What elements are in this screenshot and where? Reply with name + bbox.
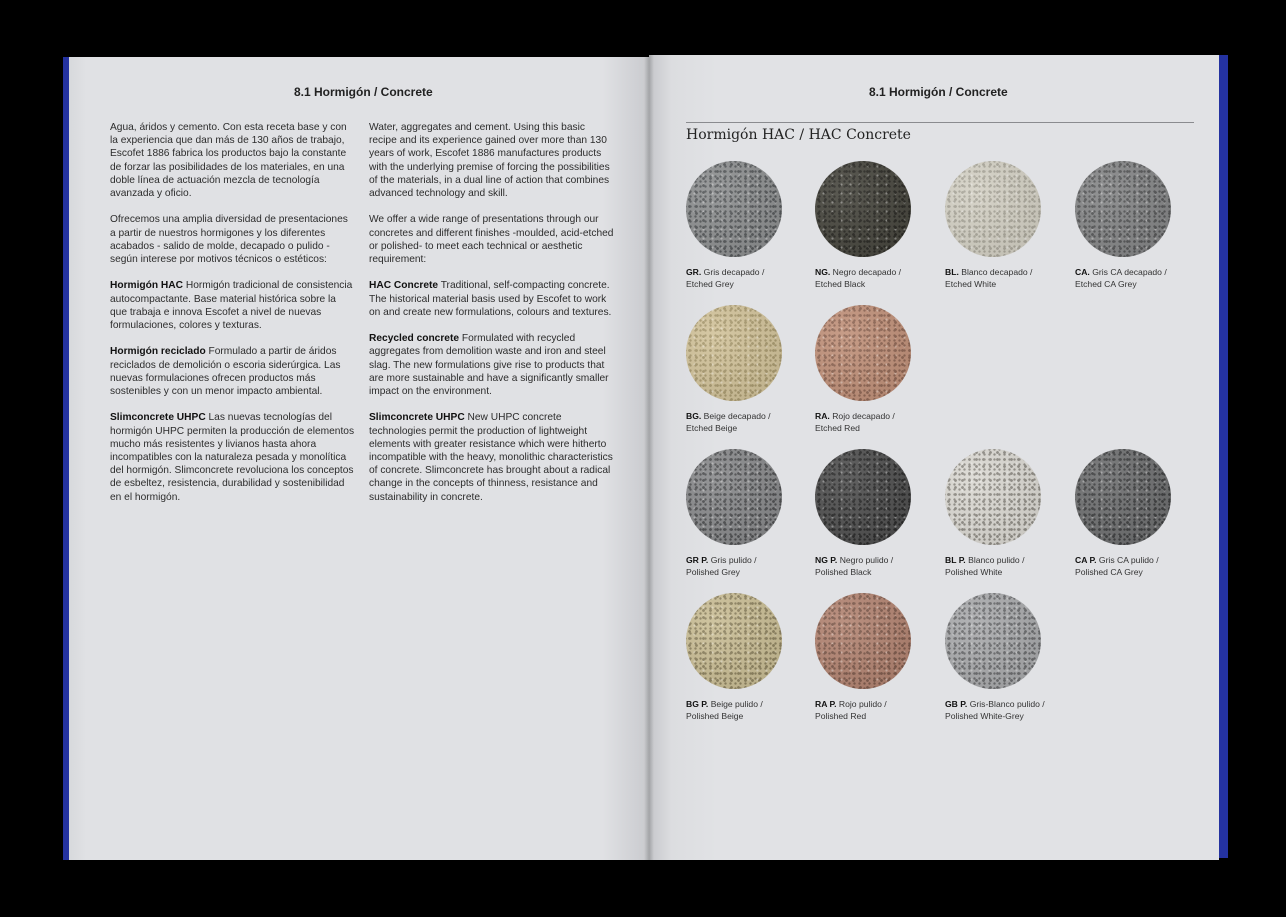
paragraph-lead: Hormigón reciclado (110, 346, 206, 358)
swatch-code: RA P. (815, 699, 837, 709)
paragraph-lead: Slimconcrete UHPC (369, 412, 465, 424)
swatch-name-es: Gris decapado / (703, 267, 765, 277)
swatch-caption (815, 554, 935, 578)
swatch-caption (1075, 554, 1195, 578)
concrete-sample (686, 593, 782, 689)
paragraph (369, 332, 614, 398)
paragraph-text: We offer a wide range of presentations through our concretes and different finishes -moulded, acid-etched or polished- to meet each technical or aesthetic requirement: (369, 214, 614, 266)
swatch-code: RA. (815, 411, 830, 421)
paragraph-text: New UHPC concrete technologies permit the production of lightweight elements with greater resistance which were hitherto incompatible with the heavy, monolithic characteristics of concrete. Slimconcrete has brought about a radical change in the concepts of thinness, resistance and sustainability in concrete. (369, 412, 613, 503)
swatch-ng (815, 161, 935, 290)
swatch-ca-p (1075, 449, 1195, 578)
left-running-head: 8.1 Hormigón / Concrete (294, 85, 433, 99)
swatch-code: GB P. (945, 699, 968, 709)
swatch-name-es: Beige decapado / (703, 411, 771, 421)
swatch-name-en: Etched Beige (686, 423, 738, 433)
concrete-sample (815, 449, 911, 545)
swatch-bg-p (686, 593, 806, 722)
swatch-code: GR. (686, 267, 702, 277)
paragraph-text: Las nuevas tecnologías del hormigón UHPC permiten la producción de elementos mucho más resistentes y livianos hasta ahora incompatibles con la naturaleza pesada y monolítica del hormigón. Slimconcrete revoluciona los conceptos de esbeltez, resistencia, durabilidad y sostenibilidad en el hormigón. (110, 412, 355, 503)
swatch-name-es: Negro decapado / (832, 267, 901, 277)
swatch-name-es: Negro pulido / (839, 555, 894, 565)
swatch-code: NG P. (815, 555, 838, 565)
swatch-caption (945, 698, 1065, 722)
swatch-name-en: Polished White (945, 567, 1003, 577)
right-running-head: 8.1 Hormigón / Concrete (869, 85, 1008, 99)
swatch-name-en: Polished Grey (686, 567, 740, 577)
swatch-code: BL. (945, 267, 959, 277)
swatch-name-en: Polished Black (815, 567, 872, 577)
swatch-name-en: Etched White (945, 279, 997, 289)
swatch-ng-p (815, 449, 935, 578)
section-title: Hormigón HAC / HAC Concrete (686, 127, 911, 143)
paragraph-text: Agua, áridos y cemento. Con esta receta base y con la experiencia que dan más de 130 años de trabajo, Escofet 1886 fabrica los productos bajo la constante de forzar las posibilidades de los materiales, en una doble línea de actuación mezcla de tecnología avanzada y oficio. (110, 122, 347, 200)
swatch-bl-p (945, 449, 1065, 578)
paragraph-lead: Hormigón HAC (110, 280, 184, 292)
concrete-sample (945, 161, 1041, 257)
swatch-name-en: Polished Beige (686, 711, 744, 721)
swatch-name-es: Gris CA decapado / (1092, 267, 1167, 277)
swatch-code: GR P. (686, 555, 709, 565)
swatch-ra (815, 305, 935, 434)
swatch-caption (686, 554, 806, 578)
concrete-sample (1075, 449, 1171, 545)
swatch-caption (815, 410, 935, 434)
concrete-sample (945, 593, 1041, 689)
spanish-text-column (110, 121, 355, 517)
swatch-bg (686, 305, 806, 434)
swatch-name-en: Etched Grey (686, 279, 734, 289)
paragraph-lead: Slimconcrete UHPC (110, 412, 206, 424)
paragraph-text: Formulated with recycled aggregates from demolition waste and iron and steel slag. The new formulations give rise to products that are more sustainable and have a significantly smaller impact on the environment. (369, 333, 609, 398)
swatch-code: CA. (1075, 267, 1090, 277)
swatch-name-es: Gris pulido / (710, 555, 757, 565)
paragraph-text: Water, aggregates and cement. Using this basic recipe and its experience gained over more than 130 years of work, Escofet 1886 manufactures products with the underlying premise of forcing the possibilities of the materials, in a dual line of action that combines advanced technology and skill. (369, 122, 610, 200)
swatch-name-es: Blanco decapado / (961, 267, 1033, 277)
swatch-name-es: Beige pulido / (710, 699, 763, 709)
swatch-code: CA P. (1075, 555, 1097, 565)
concrete-sample (686, 305, 782, 401)
paragraph (110, 121, 355, 200)
concrete-sample (1075, 161, 1171, 257)
swatch-name-es: Gris CA pulido / (1098, 555, 1159, 565)
paragraph (110, 411, 355, 503)
book-gutter (644, 55, 654, 860)
swatch-name-en: Polished Red (815, 711, 867, 721)
concrete-sample (945, 449, 1041, 545)
swatch-name-en: Etched Black (815, 279, 866, 289)
swatch-gb-p (945, 593, 1065, 722)
swatch-caption (686, 410, 806, 434)
paragraph-text: Hormigón tradicional de consistencia autocompactante. Base material histórica sobre la que trabaja e innova Escofet a nivel de nuevas formulaciones, colores y texturas. (110, 280, 353, 332)
concrete-sample (686, 161, 782, 257)
swatch-name-en: Etched Red (815, 423, 860, 433)
concrete-sample (686, 449, 782, 545)
swatch-name-es: Blanco pulido / (968, 555, 1025, 565)
swatch-code: BG P. (686, 699, 709, 709)
swatch-code: NG. (815, 267, 831, 277)
paragraph-text: Traditional, self-compacting concrete. The historical material basis used by Escofet to work on and create new formulations, colours and textures. (369, 280, 612, 318)
swatch-code: BL P. (945, 555, 966, 565)
paragraph (369, 121, 614, 200)
paragraph-lead: HAC Concrete (369, 280, 439, 292)
swatch-ra-p (815, 593, 935, 722)
swatch-name-es: Rojo pulido / (838, 699, 887, 709)
swatch-caption (945, 554, 1065, 578)
swatch-gr-p (686, 449, 806, 578)
swatch-caption (945, 266, 1065, 290)
swatch-name-es: Gris-Blanco pulido / (969, 699, 1045, 709)
swatch-code: BG. (686, 411, 702, 421)
swatch-name-en: Etched CA Grey (1075, 279, 1137, 289)
swatch-name-en: Polished CA Grey (1075, 567, 1143, 577)
paragraph (369, 279, 614, 319)
paragraph (110, 345, 355, 398)
paragraph (110, 279, 355, 332)
swatch-bl (945, 161, 1065, 290)
swatch-caption (1075, 266, 1195, 290)
swatch-gr (686, 161, 806, 290)
swatch-caption (815, 698, 935, 722)
english-text-column (369, 121, 614, 517)
paragraph (110, 213, 355, 266)
paragraph-text: Formulado a partir de áridos reciclados de demolición o escoria siderúrgica. Las nuevas formulaciones ofrecen productos más sostenibles y con un menor impacto ambiental. (110, 346, 341, 398)
paragraph-lead: Recycled concrete (369, 333, 460, 345)
swatch-caption (686, 266, 806, 290)
concrete-sample (815, 305, 911, 401)
paragraph-text: Ofrecemos una amplia diversidad de presentaciones a partir de nuestros hormigones y los diferentes acabados - salido de molde, decapado o pulido - según interese por motivos técnicos o estéticos: (110, 214, 348, 266)
swatch-name-es: Rojo decapado / (832, 411, 895, 421)
swatch-name-en: Polished White-Grey (945, 711, 1024, 721)
concrete-sample (815, 593, 911, 689)
swatch-ca (1075, 161, 1195, 290)
paragraph (369, 213, 614, 266)
section-rule (686, 122, 1194, 123)
concrete-sample (815, 161, 911, 257)
paragraph (369, 411, 614, 503)
swatch-caption (686, 698, 806, 722)
swatch-caption (815, 266, 935, 290)
